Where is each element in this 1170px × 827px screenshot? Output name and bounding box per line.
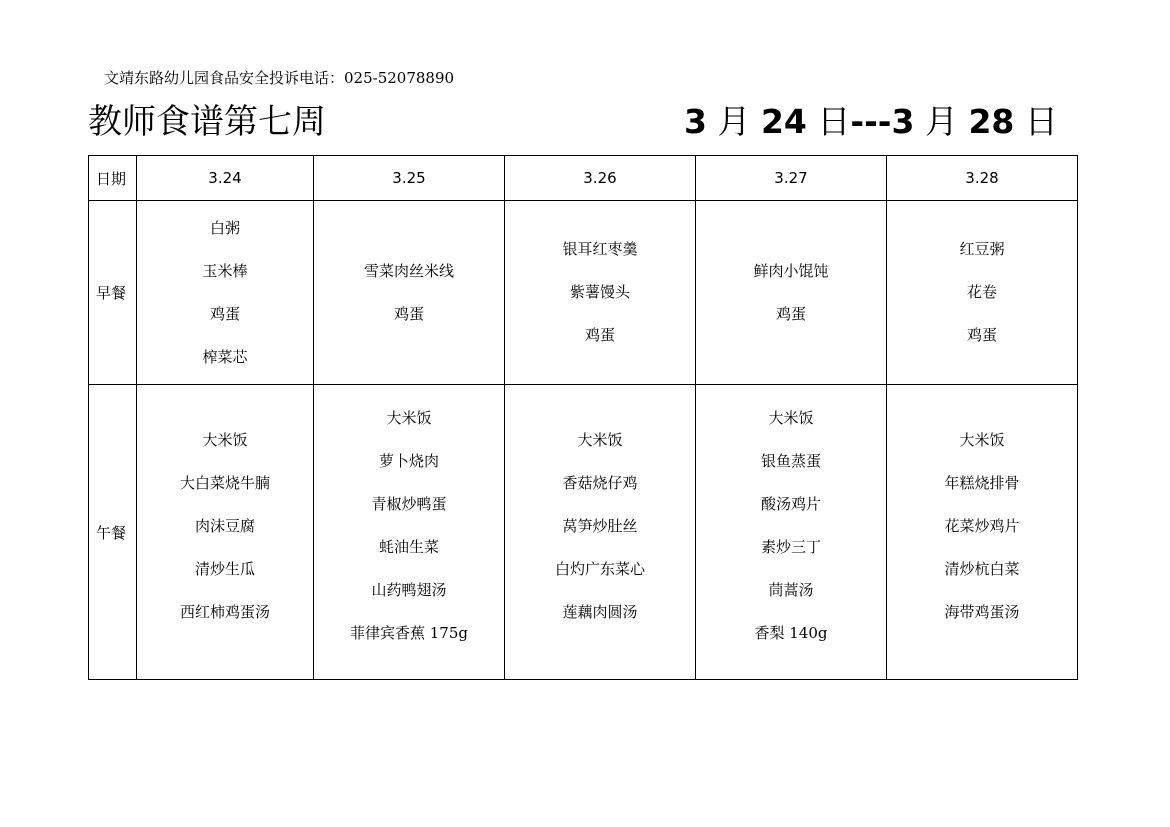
date-label: 日期: [89, 156, 137, 201]
dish-item: 清炒杭白菜: [944, 559, 1020, 578]
complaint-hotline: 文靖东路幼儿园食品安全投诉电话：025-52078890: [104, 69, 455, 87]
dish-item: 鸡蛋: [209, 304, 240, 323]
dish-item: 大米饭: [959, 430, 1005, 449]
dish-item: 银鱼蒸蛋: [760, 452, 821, 470]
dish-item: 花卷: [966, 283, 997, 301]
breakfast-row: [89, 201, 1078, 385]
dish-list: [314, 397, 504, 655]
dish-list: [696, 397, 886, 655]
breakfast-cell: [696, 201, 887, 385]
date-header: 3.24: [137, 156, 314, 201]
dish-item: 鸡蛋: [966, 326, 997, 344]
dish-item: 榨菜芯: [202, 347, 248, 366]
range-unit-day-start: 日: [817, 102, 851, 141]
dish-item: 银耳红枣羹: [562, 240, 638, 258]
dish-item: 蚝油生菜: [378, 538, 439, 556]
range-day-start: 24: [760, 102, 807, 141]
dish-item: 萝卜烧肉: [378, 452, 439, 470]
dish-item: 青椒炒鸭蛋: [371, 495, 447, 513]
lunch-cell: [137, 385, 314, 680]
dish-list: [314, 250, 504, 336]
dish-item: 海带鸡蛋汤: [944, 602, 1020, 621]
dish-item: 鲜肉小馄饨: [753, 261, 829, 280]
dish-list: [137, 419, 313, 634]
dish-item: 年糕烧排骨: [944, 473, 1020, 492]
range-month-end: 3: [891, 102, 915, 141]
range-unit-month-start: 月: [717, 102, 751, 141]
breakfast-cell: [137, 201, 314, 385]
breakfast-label: 早餐: [89, 201, 137, 385]
dish-item: 白灼广东菜心: [554, 559, 645, 578]
dish-item: 酸汤鸡片: [760, 495, 821, 513]
date-header: 3.28: [887, 156, 1078, 201]
lunch-cell: [314, 385, 505, 680]
range-unit-month-end: 月: [924, 102, 958, 141]
dish-item: 菲律宾香蕉 175g: [349, 624, 468, 642]
dish-item: 山药鸭翅汤: [371, 581, 447, 599]
lunch-label: 午餐: [89, 385, 137, 680]
dish-item: 大米饭: [577, 430, 623, 449]
range-day-end: 28: [968, 102, 1015, 141]
dish-item: 白粥: [209, 218, 240, 237]
dish-item: 玉米棒: [202, 261, 248, 280]
dish-item: 花菜炒鸡片: [944, 516, 1020, 535]
breakfast-cell: [887, 201, 1078, 385]
breakfast-cell: [505, 201, 696, 385]
menu-table: [88, 155, 1078, 680]
dish-item: 莴笋炒肚丝: [562, 516, 638, 535]
dish-item: 清炒生瓜: [194, 559, 255, 578]
dish-item: 大米饭: [202, 430, 248, 449]
dish-list: [137, 207, 313, 379]
dish-item: 大白菜烧牛腩: [179, 473, 270, 492]
dish-list: [887, 228, 1077, 357]
dish-item: 素炒三丁: [760, 538, 821, 556]
dish-item: 西红柿鸡蛋汤: [179, 602, 270, 621]
range-separator: ---: [850, 102, 892, 141]
dish-item: 鸡蛋: [775, 304, 806, 323]
date-header: 3.26: [505, 156, 696, 201]
date-header: 3.27: [696, 156, 887, 201]
lunch-cell: [696, 385, 887, 680]
date-header: 3.25: [314, 156, 505, 201]
dish-item: 大米饭: [768, 409, 814, 427]
dish-item: 鸡蛋: [393, 304, 424, 323]
lunch-cell: [887, 385, 1078, 680]
dish-item: 肉沫豆腐: [194, 516, 255, 535]
dish-item: 香菇烧仔鸡: [562, 473, 638, 492]
date-range: [684, 100, 1058, 144]
dish-list: [887, 419, 1077, 634]
dish-list: [505, 228, 695, 357]
dish-item: 鸡蛋: [584, 326, 615, 344]
range-unit-day-end: 日: [1024, 102, 1058, 141]
breakfast-cell: [314, 201, 505, 385]
dish-item: 香梨 140g: [754, 624, 828, 642]
header-row: [89, 156, 1078, 201]
dish-list: [696, 250, 886, 336]
dish-item: 大米饭: [386, 409, 432, 427]
dish-item: 红豆粥: [959, 240, 1005, 258]
page-title: 教师食谱第七周: [88, 102, 326, 142]
dish-item: 茼蒿汤: [768, 581, 814, 599]
range-month-start: 3: [684, 102, 707, 141]
dish-item: 雪菜肉丝米线: [363, 261, 454, 280]
dish-list: [505, 419, 695, 634]
lunch-row: [89, 385, 1078, 680]
lunch-cell: [505, 385, 696, 680]
dish-item: 莲藕肉圆汤: [562, 602, 638, 621]
dish-item: 紫薯馒头: [569, 283, 630, 301]
